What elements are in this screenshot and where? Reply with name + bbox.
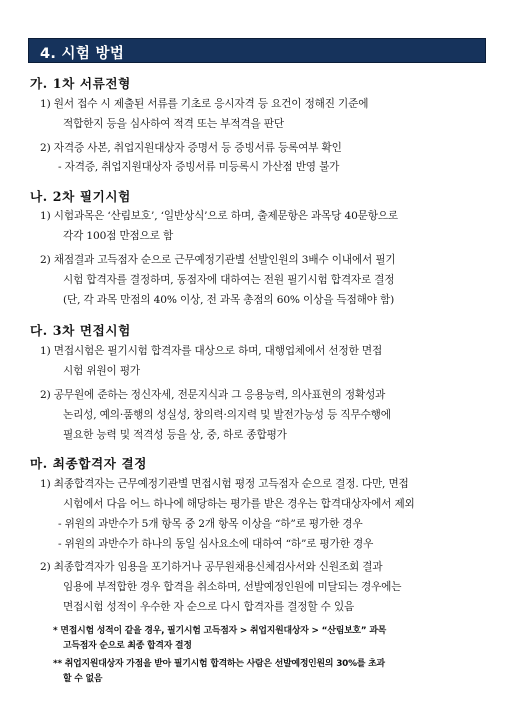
text-line: 논리성, 예의·품행의 성실성, 창의력·의지력 및 발전가능성 등 직무수행에	[63, 409, 391, 421]
text-line: 2) 채점결과 고득점자 순으로 근무예정기관별 선발인원의 3배수 이내에서 필기	[40, 254, 396, 266]
text-line: 1) 원서 접수 시 제출된 서류를 기초로 응시자격 등 요건이 정해진 기준에	[40, 98, 369, 110]
text-line: 2) 자격증 사본, 취업지원대상자 증명서 등 증빙서류 등록여부 확인	[40, 142, 342, 154]
heading-written-exam: 나. 2차 필기시험	[30, 189, 131, 204]
text-line: 면접시험 성적이 우수한 자 순으로 다시 합격자를 결정할 수 있음	[63, 601, 355, 613]
text-line: 임용에 부적합한 경우 합격을 취소하며, 선발예정인원에 미달되는 경우에는	[63, 581, 402, 593]
text-line: 2) 공무원에 준하는 정신자세, 전문지식과 그 응용능력, 의사표현의 정확성과	[40, 389, 386, 401]
text-line: 각각 100점 만점으로 함	[63, 230, 174, 242]
text-line: 적합한지 등을 심사하여 적격 또는 부적격을 판단	[63, 118, 284, 130]
text-line: - 위원의 과반수가 5개 항목 중 2개 항목 이상을 “하”로 평가한 경우	[58, 518, 363, 530]
footnote: 고득점자 순으로 최종 합격자 결정	[63, 641, 192, 651]
footnote: * 면접시험 성적이 같을 경우, 필기시험 고득점자 > 취업지원대상자 > “산림보호” 과목	[53, 626, 387, 636]
text-line: 1) 최종합격자는 근무예정기관별 면접시험 평정 고득점자 순으로 결정. 다만, 면접	[40, 478, 409, 490]
heading-interview: 다. 3차 면접시험	[30, 323, 131, 338]
text-line: 시험 위원이 평가	[63, 365, 141, 377]
text-line: 2) 최종합격자가 임용을 포기하거나 공무원채용신체검사서와 신원조회 결과	[40, 561, 383, 573]
text-line: 필요한 능력 및 적격성 등을 상, 중, 하로 종합평가	[63, 429, 287, 441]
heading-final-decision: 마. 최종합격자 결정	[30, 456, 148, 471]
heading-document-screening: 가. 1차 서류전형	[30, 76, 131, 91]
text-line: (단, 각 과목 만점의 40% 이상, 전 과목 총점의 60% 이상을 득점해야 함)	[63, 294, 395, 306]
text-line: - 위원의 과반수가 하나의 동일 심사요소에 대하여 “하”로 평가한 경우	[58, 538, 374, 550]
footnote: 할 수 없음	[63, 674, 103, 684]
section-title-banner	[28, 38, 486, 63]
text-line: 1) 면접시험은 필기시험 합격자를 대상으로 하며, 대행업체에서 선정한 면접	[40, 345, 383, 357]
text-line: - 자격증, 취업지원대상자 증빙서류 미등록시 가산점 반영 불가	[58, 161, 340, 173]
section-title: 4. 시험 방법	[40, 46, 125, 62]
text-line: 시험에서 다음 어느 하나에 해당하는 평가를 받은 경우는 합격대상자에서 제외	[63, 498, 415, 510]
footnote: ** 취업지원대상자 가점을 받아 필기시험 합격하는 사람은 선발예정인원의 30%를 초과	[53, 659, 385, 669]
text-line: 시험 합격자를 결정하며, 동점자에 대하여는 전원 필기시험 합격자로 결정	[63, 274, 395, 286]
text-line: 1) 시험과목은 ‘산림보호’, ‘일반상식’으로 하며, 출제문항은 과목당 40문항으로	[40, 210, 399, 222]
